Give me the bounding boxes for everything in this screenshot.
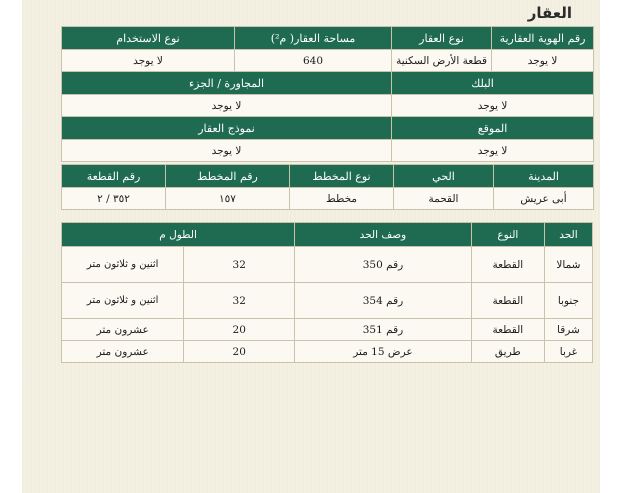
value-property-area: 640: [235, 50, 392, 72]
table-row: [62, 283, 593, 319]
header-length: الطول م: [62, 223, 295, 247]
boundary-direction: شرقا: [544, 319, 592, 341]
header-plan-type: نوع المخطط: [290, 165, 394, 188]
boundary-type: القطعة: [471, 247, 544, 283]
value-plan-type: مخطط: [290, 188, 394, 210]
boundary-description: رقم 350: [295, 247, 472, 283]
boundary-direction: جنوبا: [544, 283, 592, 319]
header-property-type: نوع العقار: [392, 27, 492, 50]
header-property-model: نموذج العقار: [62, 117, 392, 140]
boundary-length-words: اثنين و ثلاثون متر: [62, 247, 184, 283]
value-plan-number: ١٥٧: [166, 188, 290, 210]
document-page: [22, 0, 600, 493]
header-property-id: رقم الهوية العقارية: [492, 27, 594, 50]
boundaries-table: [61, 222, 593, 363]
value-property-model: لا يوجد: [62, 140, 392, 162]
value-usage-type: لا يوجد: [62, 50, 235, 72]
value-property-id: لا يوجد: [492, 50, 594, 72]
boundary-length: 20: [184, 319, 295, 341]
value-property-type: قطعة الأرض السكنية: [392, 50, 492, 72]
header-city: المدينة: [494, 165, 594, 188]
header-boundary-description: وصف الحد: [295, 223, 472, 247]
table-row: [62, 341, 593, 363]
header-district: الحي: [394, 165, 494, 188]
boundary-length: 20: [184, 341, 295, 363]
header-location: الموقع: [392, 117, 594, 140]
table-row: [62, 319, 593, 341]
section-title: العقار: [527, 4, 572, 22]
value-city: أبى عريش: [494, 188, 594, 210]
boundary-description: رقم 351: [295, 319, 472, 341]
boundary-type: القطعة: [471, 283, 544, 319]
header-usage-type: نوع الاستخدام: [62, 27, 235, 50]
value-block: لا يوجد: [392, 95, 594, 117]
header-boundary: الحد: [544, 223, 592, 247]
boundary-direction: غربا: [544, 341, 592, 363]
boundary-length-words: عشرون متر: [62, 319, 184, 341]
value-district: القحمة: [394, 188, 494, 210]
header-plan-number: رقم المخطط: [166, 165, 290, 188]
value-location: لا يوجد: [392, 140, 594, 162]
boundary-type: القطعة: [471, 319, 544, 341]
property-table: [61, 26, 594, 162]
boundary-description: عرض 15 متر: [295, 341, 472, 363]
header-neighborhood-part: المجاورة / الجزء: [62, 72, 392, 95]
table-row: [62, 247, 593, 283]
boundary-description: رقم 354: [295, 283, 472, 319]
header-property-area: مساحة العقار( م²): [235, 27, 392, 50]
boundary-type: طريق: [471, 341, 544, 363]
header-type: النوع: [471, 223, 544, 247]
boundary-length-words: اثنين و ثلاثون متر: [62, 283, 184, 319]
boundary-length: 32: [184, 247, 295, 283]
boundary-length-words: عشرون متر: [62, 341, 184, 363]
boundary-length: 32: [184, 283, 295, 319]
header-plot-number: رقم القطعة: [62, 165, 166, 188]
location-details-table: [61, 164, 594, 210]
header-block: البلك: [392, 72, 594, 95]
value-neighborhood-part: لا يوجد: [62, 95, 392, 117]
boundary-direction: شمالا: [544, 247, 592, 283]
value-plot-number: ٣٥٢ / ٢: [62, 188, 166, 210]
